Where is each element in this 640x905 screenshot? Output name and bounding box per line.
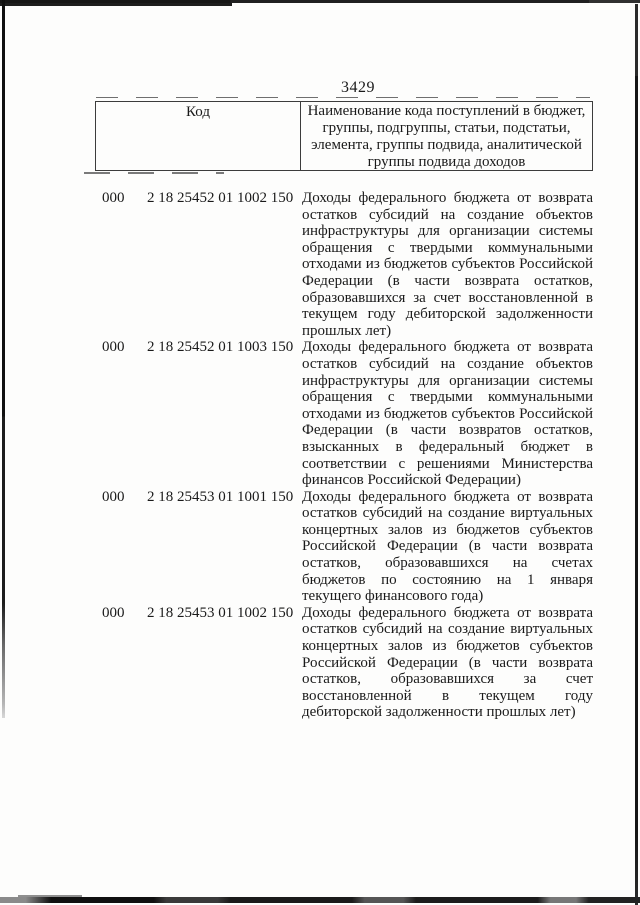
income-codes-table-body xyxy=(95,190,593,721)
income-codes-table-header xyxy=(95,101,593,171)
scan-edge-bottom-gray xyxy=(18,895,82,897)
table-row xyxy=(95,190,593,339)
table-row xyxy=(95,605,593,721)
column-header-code: Код xyxy=(96,102,301,171)
budget-code-cell: 2 18 25453 01 1002 150 xyxy=(147,604,294,621)
table-row xyxy=(95,489,593,605)
budget-code-cell: 2 18 25452 01 1002 150 xyxy=(147,190,294,206)
budget-code-cell: 2 18 25452 01 1003 150 xyxy=(147,339,294,356)
scan-edge-top-thick xyxy=(0,3,232,6)
admin-code-cell: 000 xyxy=(102,604,125,621)
income-name-cell: Доходы федерального бюджета от возврата остатков субсидий на создание объектов инфраструктуры для организации системы обращения с твердыми коммунальными отходами из бюджетов субъектов Российской Федерации (в части возврата остатков, образовавшихся за счет восстановленной в текущем году дебиторской задолженности прошлых лет) xyxy=(302,190,593,339)
scan-line-above-table xyxy=(96,97,590,98)
scan-edge-right xyxy=(635,4,638,905)
table-row xyxy=(95,339,593,488)
budget-code-cell: 2 18 25453 01 1001 150 xyxy=(147,488,294,505)
admin-code-cell: 000 xyxy=(102,190,125,206)
page-number: 3429 xyxy=(341,79,375,96)
scan-edge-bottom xyxy=(0,897,640,903)
admin-code-cell: 000 xyxy=(102,488,125,505)
scan-edge-top xyxy=(0,0,640,3)
column-header-name: Наименование кода поступлений в бюджет, группы, подгруппы, статьи, подстатьи, элемента, группы подвида, аналитической группы подвида доходов xyxy=(307,103,586,170)
scan-line-below-header xyxy=(84,172,224,174)
income-name-cell: Доходы федерального бюджета от возврата остатков субсидий на создание виртуальных концертных залов из бюджетов субъектов Российской Федерации (в части возврата остатков, образовавшихся за счет восстановленной в текущем году дебиторской задолженности прошлых лет) xyxy=(302,604,593,721)
income-name-cell: Доходы федерального бюджета от возврата остатков субсидий на создание объектов инфраструктуры для организации системы обращения с твердыми коммунальными отходами из бюджетов субъектов Российской Федерации (в части возвратов остатков, взысканных в федеральный бюджет в соответствии с решениями Министерства финансов Российской Федерации) xyxy=(302,339,593,489)
admin-code-cell: 000 xyxy=(102,339,125,356)
income-name-cell: Доходы федерального бюджета от возврата остатков субсидий на создание виртуальных концертных залов из бюджетов субъектов Российской Федерации (в части возврата остатков, образовавшихся на счетах бюджетов по состоянию на 1 января текущего финансового года) xyxy=(302,488,593,605)
scan-edge-left xyxy=(2,0,5,718)
